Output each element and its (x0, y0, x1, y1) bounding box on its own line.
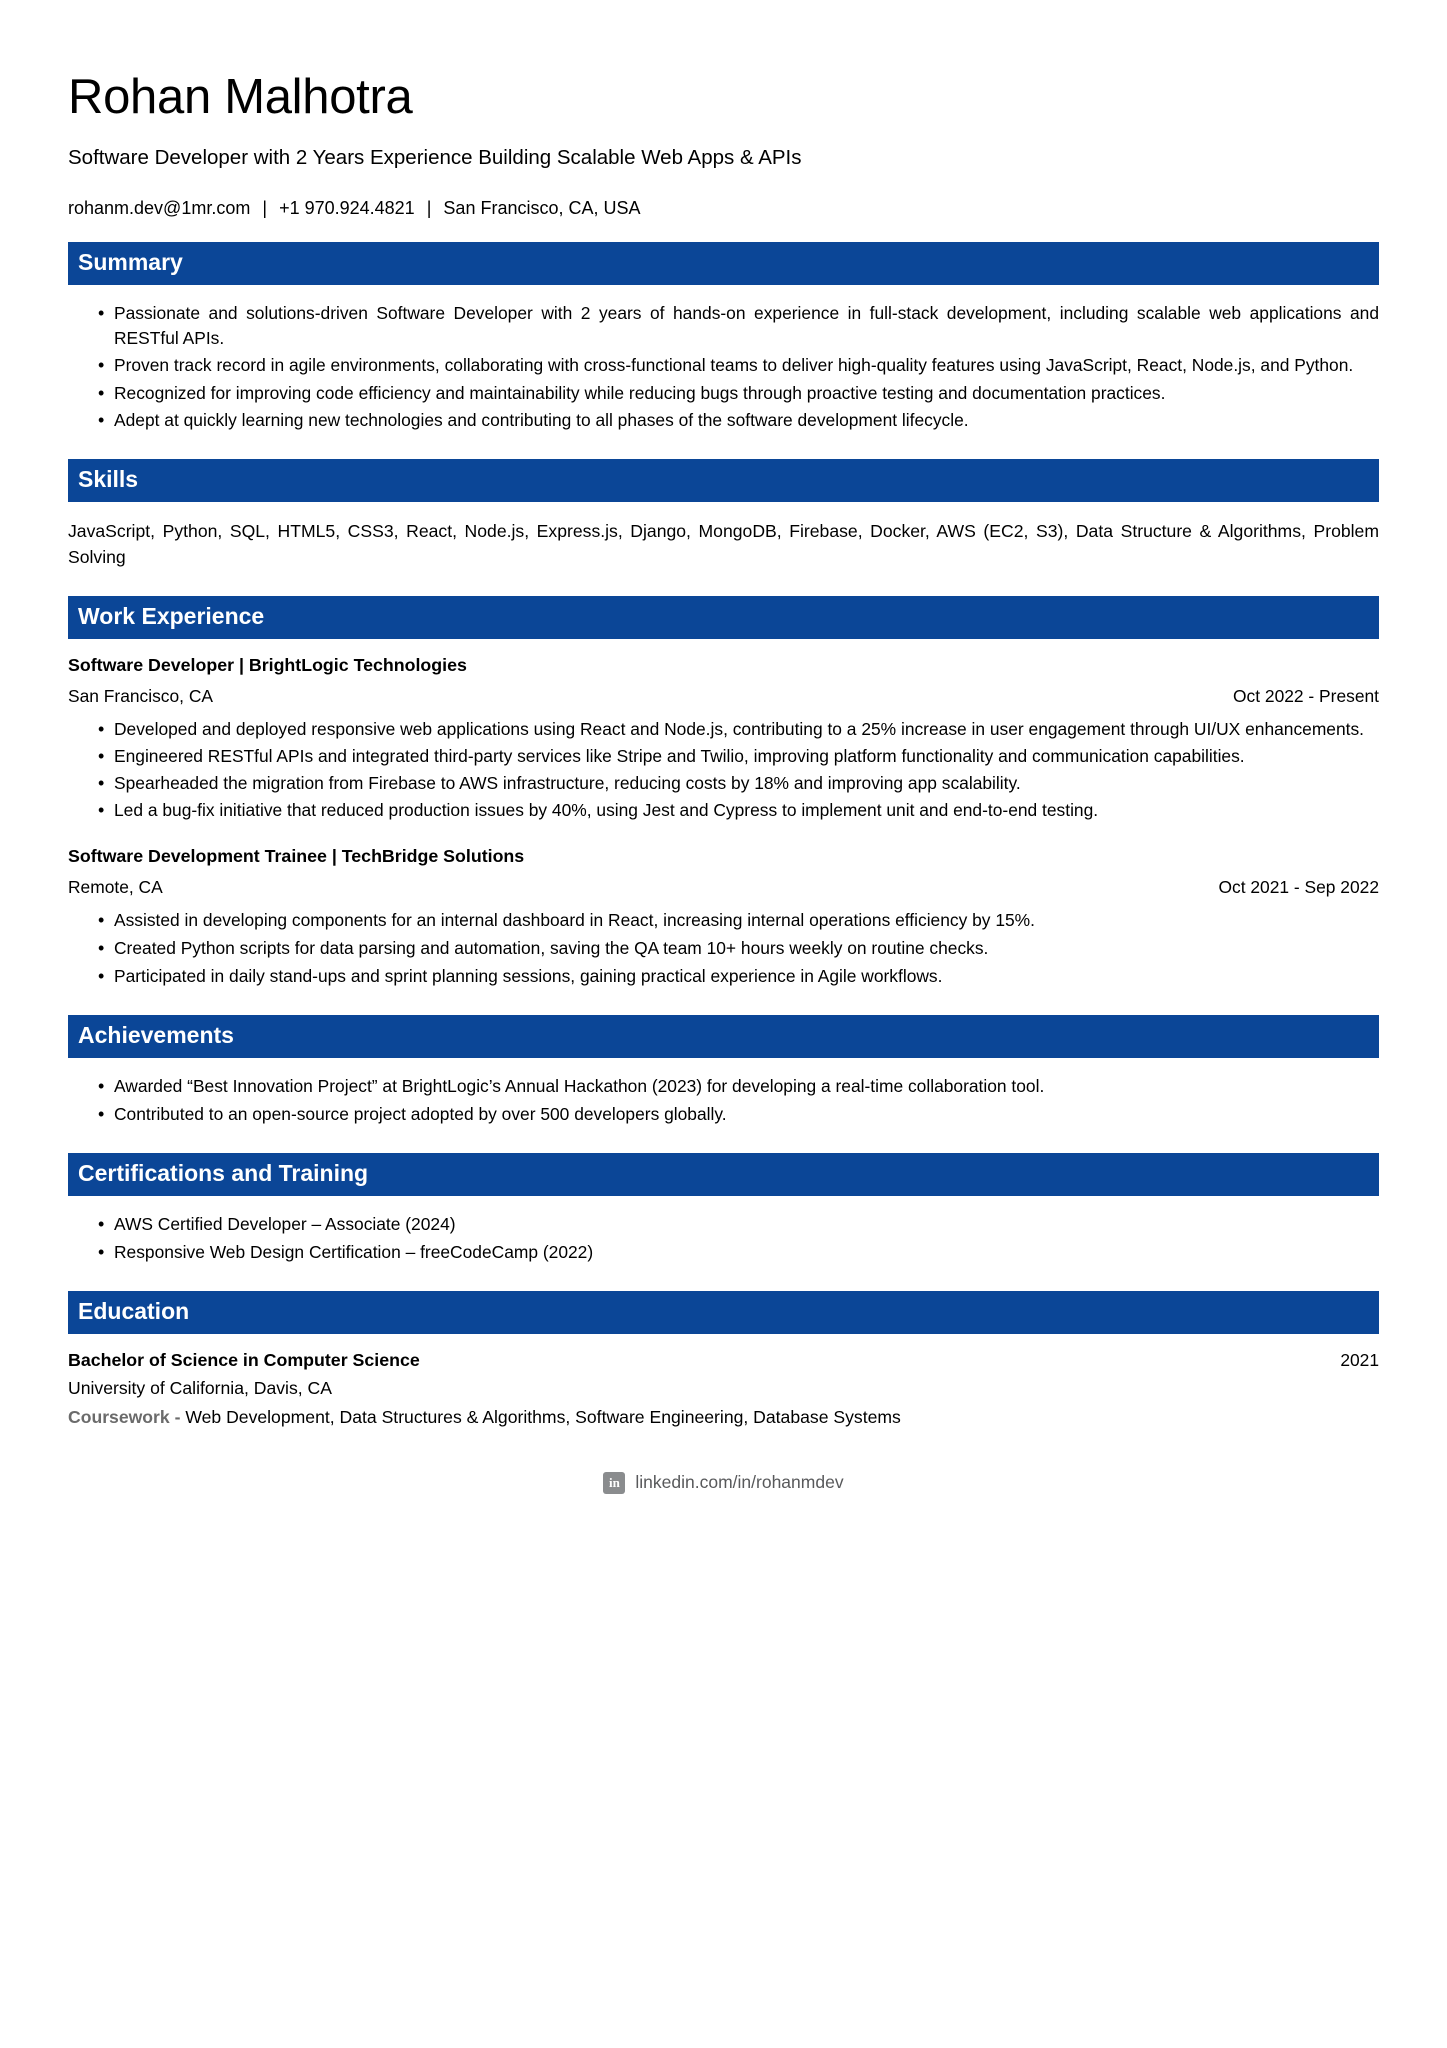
education-degree: Bachelor of Science in Computer Science (68, 1349, 420, 1370)
section-achievements (68, 1015, 1379, 1127)
skills-text: JavaScript, Python, SQL, HTML5, CSS3, React, Node.js, Express.js, Django, MongoDB, Firebase, Docker, AWS (EC2, S3), Data Structure & Algorithms, Problem Solving (68, 520, 1379, 567)
list-item: • Led a bug-fix initiative that reduced production issues by 40%, using Jest and Cypress to implement unit and end-to-end testing. (98, 798, 1379, 823)
list-item: • Adept at quickly learning new technologies and contributing to all phases of the software development lifecycle. (98, 408, 1379, 433)
job-bullet-list (68, 717, 1379, 824)
section-skills (68, 459, 1379, 570)
education-school: University of California, Davis, CA (68, 1377, 332, 1398)
job-entry (68, 655, 1379, 824)
list-item: • Contributed to an open-source project adopted by over 500 developers globally. (98, 1102, 1379, 1127)
job-location: San Francisco, CA (68, 685, 213, 706)
job-meta (68, 686, 1379, 707)
page-title: Rohan Malhotra (68, 70, 413, 124)
section-education (68, 1291, 1379, 1427)
list-item: • Responsive Web Design Certification – freeCodeCamp (2022) (98, 1240, 1379, 1265)
section-heading-skills: Skills (68, 459, 1379, 501)
section-heading-work-experience: Work Experience (68, 596, 1379, 638)
job-meta (68, 877, 1379, 898)
contact-phone[interactable]: +1 970.924.4821 (279, 198, 415, 219)
job-dates: Oct 2022 - Present (1233, 685, 1379, 706)
education-year: 2021 (1340, 1349, 1379, 1370)
list-item: • Developed and deployed responsive web applications using React and Node.js, contributing to a 25% increase in user engagement through UI/UX enhancements. (98, 717, 1379, 742)
professional-headline: Software Developer with 2 Years Experience Building Scalable Web Apps & APIs (68, 146, 802, 170)
section-heading-certifications: Certifications and Training (68, 1153, 1379, 1195)
list-item: • Spearheaded the migration from Firebase to AWS infrastructure, reducing costs by 18% and improving app scalability. (98, 771, 1379, 796)
contact-separator-1: | (262, 198, 268, 219)
list-item: • Recognized for improving code efficiency and maintainability while reducing bugs through proactive testing and documentation practices. (98, 381, 1379, 406)
list-item: • Awarded “Best Innovation Project” at BrightLogic’s Annual Hackathon (2023) for developing a real-time collaboration tool. (98, 1074, 1379, 1099)
linkedin-icon: in (603, 1472, 625, 1494)
list-item: • Engineered RESTful APIs and integrated third-party services like Stripe and Twilio, improving platform functionality and communication capabilities. (98, 744, 1379, 769)
contact-separator-2: | (426, 198, 432, 219)
education-entry-header (68, 1350, 1379, 1371)
section-work-experience (68, 596, 1379, 989)
contact-email[interactable]: rohanm.dev@1mr.com (68, 198, 251, 219)
section-heading-education: Education (68, 1291, 1379, 1333)
list-item: • AWS Certified Developer – Associate (2024) (98, 1212, 1379, 1237)
section-heading-summary: Summary (68, 242, 1379, 284)
contact-line (68, 197, 1379, 220)
coursework-list: Web Development, Data Structures & Algorithms, Software Engineering, Database Systems (185, 1406, 901, 1427)
education-coursework (68, 1407, 1379, 1428)
job-location: Remote, CA (68, 876, 163, 897)
job-title: Software Development Trainee | TechBridge Solutions (68, 845, 525, 866)
contact-location: San Francisco, CA, USA (443, 198, 641, 219)
achievements-bullet-list (68, 1074, 1379, 1127)
job-bullet-list (68, 908, 1379, 990)
summary-bullet-list (68, 301, 1379, 433)
section-summary (68, 242, 1379, 433)
linkedin-profile-link[interactable]: linkedin.com/in/rohanmdev (635, 1472, 844, 1493)
section-heading-achievements: Achievements (68, 1015, 1379, 1057)
job-entry (68, 846, 1379, 990)
list-item: • Proven track record in agile environments, collaborating with cross-functional teams to deliver high-quality features using JavaScript, React, Node.js, and Python. (98, 353, 1379, 378)
footer (68, 1472, 1379, 1494)
list-item: • Assisted in developing components for an internal dashboard in React, increasing internal operations efficiency by 15%. (98, 908, 1379, 933)
job-dates: Oct 2021 - Sep 2022 (1218, 876, 1379, 897)
certifications-bullet-list (68, 1212, 1379, 1265)
list-item: • Participated in daily stand-ups and sprint planning sessions, gaining practical experience in Agile workflows. (98, 964, 1379, 989)
coursework-label: Coursework - (68, 1406, 181, 1427)
job-title: Software Developer | BrightLogic Technologies (68, 654, 467, 675)
list-item: • Passionate and solutions-driven Software Developer with 2 years of hands-on experience in full-stack development, including scalable web applications and RESTful APIs. (98, 301, 1379, 351)
section-certifications (68, 1153, 1379, 1265)
list-item: • Created Python scripts for data parsing and automation, saving the QA team 10+ hours weekly on routine checks. (98, 936, 1379, 961)
